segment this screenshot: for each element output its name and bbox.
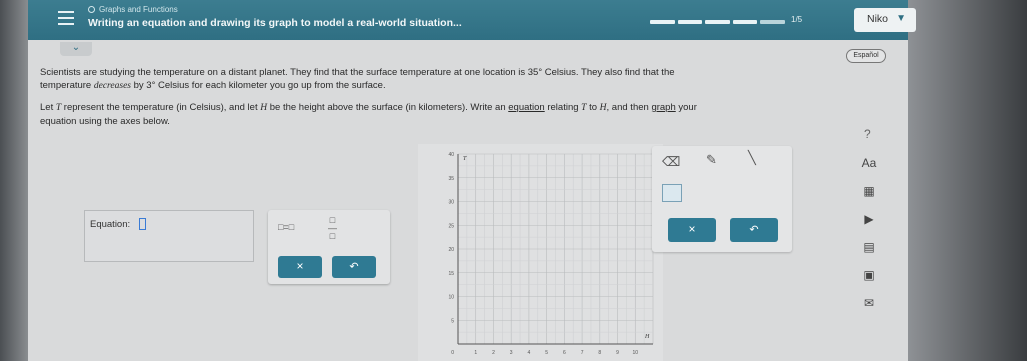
y-tick-label: 40 (448, 152, 454, 158)
chevron-down-icon: ▼ (896, 13, 906, 24)
x-axis-label: H (645, 334, 650, 340)
x-tick-label: 10 (632, 350, 639, 356)
calendar-icon[interactable]: ▤ (863, 240, 875, 254)
fraction-key[interactable]: □ — □ (328, 215, 337, 241)
y-tick-label: 5 (451, 318, 454, 325)
graph-clear-button[interactable]: × (668, 218, 716, 242)
calculator-icon[interactable]: ▦ (863, 184, 875, 198)
menu-icon[interactable] (58, 11, 74, 25)
video-icon[interactable]: ▶ (864, 212, 874, 226)
breadcrumb-label: Graphs and Functions (99, 5, 178, 14)
problem-paragraph-1: Scientists are studying the temperature on a distant planet. They find that the surface temperature at one location is 35° Celsius. They also find that the temperature decreases by 3° Celsius for each kilometer you go up from the surface. (40, 67, 675, 91)
collapse-button[interactable] (60, 42, 92, 56)
keypad-clear-button[interactable]: × (278, 256, 322, 278)
equation-label: Equation: (90, 219, 131, 230)
book-icon[interactable]: ▣ (863, 268, 875, 282)
text-size-icon[interactable]: Aa (861, 156, 877, 170)
equation-link[interactable]: equation (508, 102, 545, 113)
equation-input-box[interactable] (84, 210, 254, 262)
line-tool-icon[interactable]: ╲ (748, 150, 756, 165)
x-tick-label: 7 (580, 350, 584, 356)
graph-tools (652, 146, 792, 252)
equation-input[interactable] (139, 218, 146, 230)
equals-template-key[interactable]: □=□ (278, 222, 295, 232)
x-tick-label: 9 (616, 350, 619, 356)
graph-area[interactable] (418, 144, 663, 361)
y-tick-label: 15 (448, 270, 454, 277)
user-name: Niko (867, 13, 889, 25)
x-tick-label: 2 (492, 350, 495, 356)
problem-statement (40, 66, 820, 128)
y-tick-label: 20 (448, 247, 454, 253)
mail-icon[interactable]: ✉ (863, 296, 875, 310)
right-frame (907, 0, 1027, 361)
right-sidebar (854, 156, 884, 324)
y-tick-label: 25 (448, 223, 454, 230)
x-tick-label: 4 (527, 350, 531, 356)
topic-circle-icon (88, 6, 95, 13)
graph-undo-button[interactable]: ↶ (730, 218, 778, 242)
left-frame (0, 0, 28, 361)
language-button[interactable]: Español (846, 49, 886, 63)
y-tick-label: 10 (448, 294, 454, 301)
eraser-icon[interactable]: ⌫ (662, 154, 681, 169)
origin-label: 0 (451, 350, 454, 356)
x-tick-label: 6 (562, 350, 566, 356)
graph-grid-icon[interactable] (662, 184, 682, 202)
y-tick-label: 30 (448, 199, 454, 206)
progress-bar (650, 20, 785, 24)
chevron-down-icon: ⌄ (71, 42, 81, 53)
y-axis-label: T (463, 156, 467, 162)
graph-svg[interactable] (418, 144, 663, 361)
topic-title: Writing an equation and drawing its graph to model a real-world situation... (88, 17, 462, 29)
pencil-icon[interactable]: ✎ (706, 152, 717, 167)
help-icon[interactable]: ? (864, 127, 871, 141)
breadcrumb (88, 5, 178, 14)
progress-label: 1/5 (791, 15, 803, 24)
main-content (28, 40, 908, 361)
header-bar (28, 0, 908, 40)
x-tick-label: 8 (598, 350, 602, 356)
y-tick-label: 35 (448, 175, 454, 182)
x-tick-label: 1 (474, 350, 478, 356)
x-tick-label: 3 (509, 350, 513, 356)
user-menu-button[interactable] (854, 8, 916, 32)
keypad-undo-button[interactable]: ↶ (332, 256, 376, 278)
graph-link[interactable]: graph (651, 102, 676, 113)
problem-paragraph-2: Let T represent the temperature (in Celsius), and let H be the height above the surface (in kilometers). Write an equation relating T to H, and then graph your equation using the axes below. (40, 102, 697, 127)
math-keypad (268, 210, 390, 284)
x-tick-label: 5 (545, 350, 549, 356)
